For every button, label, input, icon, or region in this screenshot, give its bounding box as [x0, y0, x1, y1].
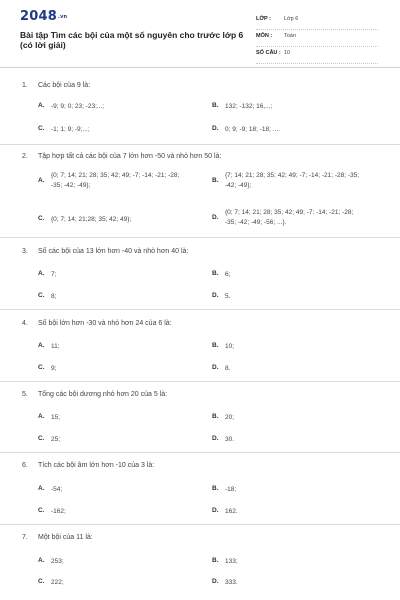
question-divider — [0, 144, 400, 145]
option-text: 333. — [225, 579, 238, 586]
option-letter: B. — [212, 557, 219, 564]
question-number: 2. — [22, 153, 28, 160]
logo-text: 2048 — [20, 9, 57, 24]
question-prompt: Các bội của 9 là: — [38, 82, 91, 89]
meta-value: Toán — [284, 33, 296, 39]
meta-row-subject — [256, 30, 378, 47]
question-text — [22, 534, 93, 541]
question-divider — [0, 524, 400, 525]
option-letter: B. — [212, 177, 219, 184]
option-text: 162. — [225, 508, 238, 515]
option-letter: A. — [38, 270, 45, 277]
option-text: -9; 9; 0; 23; -23;...; — [51, 103, 105, 110]
meta-panel — [256, 13, 378, 64]
option-letter: D. — [212, 578, 219, 585]
question-text — [22, 153, 221, 160]
option-letter: B. — [212, 485, 219, 492]
question-prompt: Số bội lớn hơn -30 và nhỏ hơn 24 của 6 là: — [38, 320, 172, 327]
question-number: 6. — [22, 462, 28, 469]
option-text: 8. — [225, 365, 231, 372]
option-text: 7; — [51, 271, 57, 278]
option-letter: D. — [212, 214, 219, 221]
option-text: 11; — [51, 343, 60, 350]
meta-label: LỚP : — [256, 16, 271, 22]
logo-suffix: .vn — [57, 14, 68, 20]
header-divider — [0, 67, 400, 68]
option-text: -162; — [51, 508, 66, 515]
option-letter: B. — [212, 342, 219, 349]
option-letter: C. — [38, 125, 45, 132]
worksheet-title: Bài tập Tìm các bội của một số nguyên cho trước lớp 6 (có lời giải) — [20, 30, 244, 50]
meta-row-class — [256, 13, 378, 30]
question-divider — [0, 237, 400, 238]
question-text — [22, 391, 167, 398]
option-text: -1; 1; 9; -9;...; — [51, 126, 90, 133]
option-letter: B. — [212, 413, 219, 420]
question-divider — [0, 309, 400, 310]
option-text: 133; — [225, 558, 238, 565]
question-number: 1. — [22, 82, 28, 89]
option-letter: C. — [38, 364, 45, 371]
option-letter: A. — [38, 413, 45, 420]
meta-label: MÔN : — [256, 33, 273, 39]
header — [0, 0, 400, 67]
option-text: 9; — [51, 365, 57, 372]
question-number: 4. — [22, 320, 28, 327]
option-text: 25; — [51, 436, 61, 443]
option-letter: D. — [212, 507, 219, 514]
option-letter: C. — [38, 507, 45, 514]
option-text: {0; 7; 14; 21; 28; 35; 42; 49; -7; -14; -21; -28; -35; -42; -49}; — [51, 172, 180, 189]
question-prompt: Một bội của 11 là: — [38, 534, 93, 541]
question-prompt: Số các bội của 13 lớn hơn -40 và nhỏ hơn 40 là: — [38, 248, 189, 255]
option-text: 15; — [51, 414, 61, 421]
option-letter: B. — [212, 270, 219, 277]
meta-value: Lớp 6 — [284, 16, 299, 22]
question-divider — [0, 381, 400, 382]
option-letter: C. — [38, 435, 45, 442]
question-text — [22, 248, 188, 255]
option-letter: D. — [212, 364, 219, 371]
option-text: {7; 14; 21; 28; 35; 42; 49; -7; -14; -21; -28; -35; -42; -49}; — [225, 172, 360, 189]
question-text — [22, 82, 90, 89]
option-text: 132; -132; 16,...; — [225, 103, 273, 110]
option-letter: A. — [38, 177, 45, 184]
question-number: 7. — [22, 534, 28, 541]
option-text: {0; 7; 14; 21; 28; 35; 42; 49; -7; -14; -21; -28; -35; -42; -49; -56; ...}. — [225, 209, 354, 226]
option-text: 5. — [225, 293, 231, 300]
question-text — [22, 320, 172, 327]
option-text: -54; — [51, 486, 63, 493]
option-letter: A. — [38, 485, 45, 492]
option-letter: D. — [212, 292, 219, 299]
option-letter: B. — [212, 102, 219, 109]
option-text: -18; — [225, 486, 237, 493]
option-letter: A. — [38, 342, 45, 349]
option-text: 20; — [225, 414, 235, 421]
question-prompt: Tích các bội âm lớn hơn -10 của 3 là: — [38, 462, 155, 469]
meta-label: SỐ CÂU : — [256, 50, 281, 56]
question-number: 5. — [22, 391, 28, 398]
question-text — [22, 462, 154, 469]
option-text: 0; 9; -9; 18; -18; .... — [225, 126, 280, 133]
question-number: 3. — [22, 248, 28, 255]
option-text: 253; — [51, 558, 64, 565]
site-logo[interactable] — [20, 9, 67, 24]
question-prompt: Tổng các bội dương nhỏ hơn 20 của 5 là: — [38, 391, 168, 398]
option-letter: A. — [38, 102, 45, 109]
option-letter: C. — [38, 292, 45, 299]
option-text: 222; — [51, 579, 64, 586]
option-letter: A. — [38, 557, 45, 564]
option-letter: C. — [38, 215, 45, 222]
option-letter: D. — [212, 435, 219, 442]
option-letter: C. — [38, 578, 45, 585]
option-text: 6; — [225, 271, 231, 278]
option-letter: D. — [212, 125, 219, 132]
option-text: 30. — [225, 436, 235, 443]
option-text: 10; — [225, 343, 235, 350]
option-text: 8; — [51, 293, 57, 300]
question-prompt: Tập hợp tất cả các bội của 7 lớn hơn -50 và nhỏ hơn 50 là: — [38, 153, 222, 160]
meta-row-count — [256, 47, 378, 64]
meta-value: 10 — [284, 50, 291, 56]
question-divider — [0, 452, 400, 453]
option-text: {0; 7; 14; 21;28; 35; 42; 49}; — [51, 216, 132, 223]
